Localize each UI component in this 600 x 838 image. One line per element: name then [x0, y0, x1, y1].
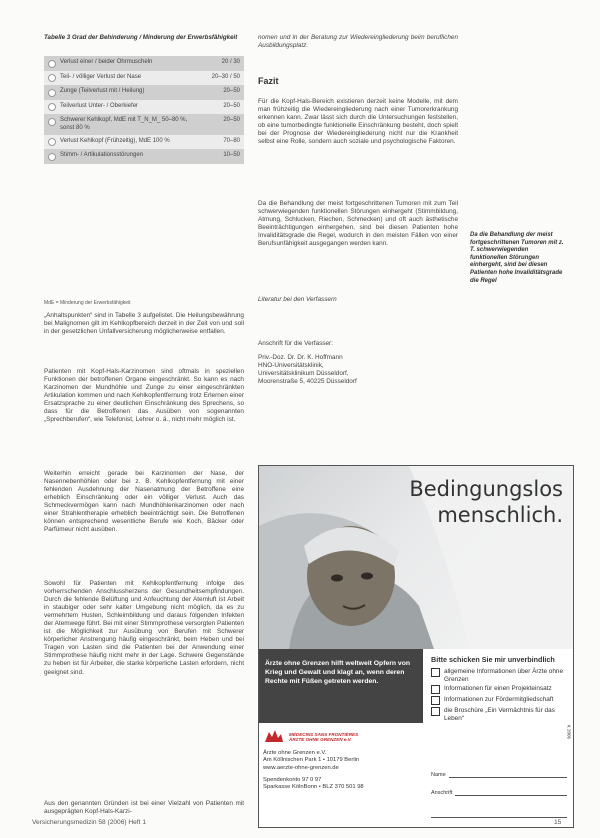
bullet-icon: [48, 138, 56, 146]
msf-contact-block: [263, 728, 421, 791]
table-cell-value: 70–80: [223, 137, 240, 144]
bullet-icon: [48, 60, 56, 68]
name-field[interactable]: Name: [431, 770, 567, 778]
table-row: [44, 149, 244, 164]
left-paragraph-2: Patienten mit Kopf-Hals-Karzinomen sind oftmals in speziellen Funktionen der betroffenen Organe eingeschränkt. So kann es nach Karzinomen der Mundhöhle und Zunge zu einer eingeschränkten Artikulation kommen und nach Kehlkopfentfernung trotz Erlernen einer Ersatzsprache zu einer deutlichen Einschränkung des Sprechens, so dass für die Betroffenen das Ausüben von sogenannten „Sprechberufen“, wie Telefonist, Lehrer o. ä., nicht mehr möglich ist.: [44, 368, 244, 424]
left-paragraph-4: Sowohl für Patienten mit Kehlkopfentfernung infolge des vorherrschenden Anschlussherzens der Gesundheitsempfindungen. Durch die fehlende Belüftung und Anfeuchtung der Atemluft ist Arbeit in staubiger oder sehr kalter Umgebung nicht möglich, da es zu vermehrtem Husten, Schleimbildung und daraus folgenden Infekten der Atemwege führt. Bei mit einer Stimmprothese versorgten Patienten ist die Möglichkeit zur Ausübung von Berufen mit Schwerer körperlicher Anstrengung häufig eingeschränkt, beim Heben und bei Tragen von Lasten sind die Patienten bei der Anwendung einer Stimmprothese häufig nicht mehr in der Lage. Schwere Gegenstände zu heben ist für Arbeiter, die starke körperliche Lasten erfordern, nicht geeignet sind.: [44, 580, 244, 676]
ad-code: K 2006: [566, 724, 571, 739]
msf-logo-row: [263, 728, 421, 746]
fazit-paragraph-1: Für die Kopf-Hals-Bereich existieren derzeit keine Modelle, mit dem man frühzeitig die Wiedereingliederung nach einer Tumorerkrankung erkennen kann. Zwar lässt sich durch die Untersuchungen feststellen, ob eine tumorbedingte funktionelle Einschränkung besteht, doch spielt bei der Prognose der Wiedereingliederung nicht nur die Krankheit selbst eine Rolle, sondern auch soziale und psychologische Faktoren.: [258, 98, 458, 146]
ad-headline-line-2: menschlich.: [437, 503, 563, 527]
donation-account: Spendenkonto 97 0 97: [263, 776, 322, 783]
address-label: Anschrift für die Verfasser:: [258, 340, 333, 347]
msf-logo-text-2: ÄRZTE OHNE GRENZEN e.V.: [289, 737, 352, 742]
msf-logo-text-1: MÉDECINS SANS FRONTIÈRES: [289, 731, 359, 737]
table-cell-name: Schwerer Kehlkopf, MdE mit T_N_M_ 50–80 %, sonst 80 %: [60, 117, 188, 131]
option-membership-info[interactable]: Informationen zur Fördermitgliedschaft: [431, 696, 567, 705]
table-row: [44, 85, 244, 100]
checkbox[interactable]: [431, 707, 440, 716]
checkbox[interactable]: [431, 696, 440, 705]
table-row: [44, 135, 244, 150]
right-top-text: nomen und in der Beratung zur Wiedereingliederung beim beruflichen Ausbildungsplatz.: [258, 34, 458, 50]
section-heading-fazit: Fazit: [258, 76, 279, 86]
table-cell-name: Teil- / völliger Verlust der Nase: [60, 73, 142, 80]
table-cell-value: 20–50: [223, 88, 240, 95]
info-request-form: [425, 649, 573, 827]
table-row: [44, 100, 244, 115]
checkbox[interactable]: [431, 668, 440, 677]
address-line-3: Universitätsklinikum Düsseldorf,: [258, 370, 349, 378]
msf-logo-icon: [263, 728, 285, 746]
option-general-info[interactable]: allgemeine Informationen über Ärzte ohne Grenzen: [431, 668, 567, 683]
table-cell-name: Verlust Kehlkopf (Frühzeitig), MdE 100 %: [60, 137, 170, 144]
checkbox[interactable]: [431, 685, 440, 694]
left-paragraph-1: „Anhaltspunkten“ sind in Tabelle 3 aufgelistet. Die Heilungsbewährung bei Malignomen gilt im Kehlkopfbereich derzeit in der Zeit von und soll in der gesetzlichen Unfallversicherung möglicherweise entfallen.: [44, 312, 244, 336]
disability-table: [44, 56, 244, 164]
org-website[interactable]: www.aerzte-ohne-grenzen.de: [263, 764, 339, 771]
org-name: Ärzte ohne Grenzen e.V.: [263, 750, 327, 756]
ad-photo: [259, 466, 573, 649]
journal-footer: Versicherungsmedizin 58 (2006) Heft 1: [32, 819, 146, 826]
table-cell-name: Teilverlust Unter- / Oberkiefer: [60, 102, 139, 109]
address-field[interactable]: Anschrift: [431, 788, 567, 796]
table-row: [44, 71, 244, 86]
org-street: Am Köllnischen Park 1 • 10179 Berlin: [263, 757, 360, 764]
bullet-icon: [48, 118, 56, 126]
left-paragraph-5: Aus den genannten Gründen ist bei einer Vielzahl von Patienten mit ausgeprägten Kopf-Hals-Karzi-: [44, 800, 244, 816]
ad-headline-line-1: Bedingungslos: [409, 477, 563, 501]
form-heading: Bitte schicken Sie mir unverbindlich: [431, 655, 555, 664]
literature-note: Literatur bei den Verfassern: [258, 296, 337, 303]
address-line-1: Priv.-Doz. Dr. Dr. K. Hoffmann: [258, 354, 343, 362]
ad-headline: [363, 476, 563, 528]
bullet-icon: [48, 103, 56, 111]
table-cell-name: Zunge (Teilverlust mit / Heilung): [60, 88, 145, 95]
address-field-2[interactable]: [431, 810, 567, 818]
ad-claim-band: Ärzte ohne Grenzen hilft weltweit Opfern von Krieg und Gewalt und klagt an, wenn deren Rechte mit Füßen getreten werden.: [259, 649, 423, 723]
address-line-4: Moorenstraße 5, 40225 Düsseldorf: [258, 378, 357, 386]
table-cell-value: 20–30 / 50: [211, 73, 240, 80]
table-cell-name: Verlust einer / beider Ohrmuscheln: [60, 59, 153, 65]
author-address: [258, 340, 458, 386]
left-paragraph-3: Weiterhin erreicht gerade bei Karzinomen der Nase, der Nasennebenhöhlen oder bei z. B. Kehlkopfentfernung mit einer fehlenden Ausdehnung der Nasenatmung der Betroffene eine erheblich Einschränkung oder ein völliger Verlust. Auch das Schmeckvermögen kann nach Mundhöhlenkarzinomen oder nach einer Strahlentherapie erheblich beeinträchtigt sein. Die Betroffenen können entsprechend wesentliche Berufe wie Koch, Bäcker oder Parfümeur nicht ausüben.: [44, 470, 244, 534]
table-caption: Tabelle 3 Grad der Behinderung / Minderung der Erwerbsfähigkeit: [44, 34, 238, 41]
table-row: [44, 114, 244, 134]
msf-advertisement: [258, 465, 574, 828]
option-brochure[interactable]: die Broschüre „Ein Vermächtnis für das Leben“: [431, 707, 567, 722]
table-cell-value: 20 / 30: [221, 59, 240, 65]
bullet-icon: [48, 153, 56, 161]
table-cell-value: 20–50: [223, 117, 240, 124]
table-cell-value: 20–50: [223, 102, 240, 109]
address-line-2: HNO-Universitätsklinik,: [258, 362, 324, 370]
fazit-paragraph-2: Da die Behandlung der meist fortgeschrittenen Tumoren mit zum Teil schwerwiegenden funktionellen Störungen einhergeht (Stimmbildung, Atmung, Schlucken, Riechen, Schmecken) und oft auch ästhetische Beeinträchtigungen einhergehen, sind bei diesen Patienten hohe Invaliditätsgrade die Regel, wodurch in den meisten Fällen von einer Berufsunfähigkeit ausgegangen werden kann.: [258, 200, 458, 248]
option-project-info[interactable]: Informationen für einen Projekteinsatz: [431, 685, 567, 694]
table-footnote: MdE = Minderung der Erwerbsfähigkeit: [44, 300, 131, 306]
table-cell-value: 10–50: [223, 152, 240, 159]
bank-details: Sparkasse KölnBonn • BLZ 370 501 98: [263, 784, 364, 791]
bullet-icon: [48, 74, 56, 82]
page-number: 15: [554, 819, 562, 826]
pull-quote: Da die Behandlung der meist fortgeschrittenen Tumoren mit z. T. schwerwiegenden funktionellen Störungen einhergeht, sind bei diesen Patienten hohe Invaliditätsgrade die Regel: [470, 232, 564, 284]
table-row: [44, 56, 244, 71]
bullet-icon: [48, 89, 56, 97]
table-cell-name: Stimm- / Artikulationsstörungen: [60, 152, 144, 159]
